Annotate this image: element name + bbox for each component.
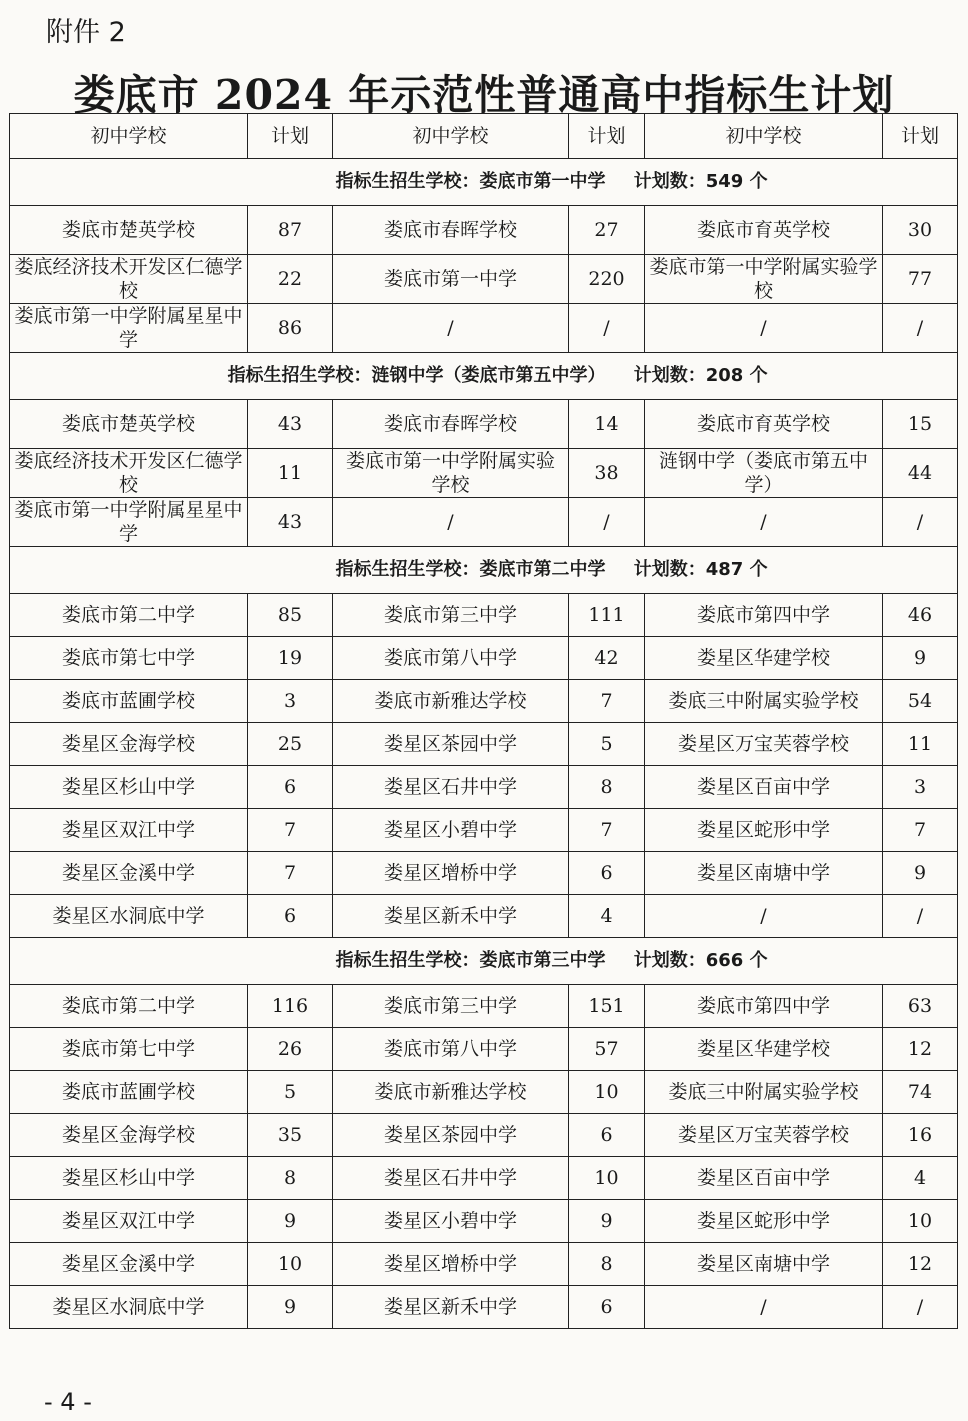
plan-count-cell: 26 (248, 1028, 333, 1071)
table-row (10, 1157, 958, 1200)
school-name-cell: 娄星区百亩中学 (645, 1157, 883, 1200)
school-name-cell: 娄星区水洞底中学 (10, 895, 248, 938)
school-name-cell: 娄星区蛇形中学 (645, 1200, 883, 1243)
school-name-cell: 娄底市第八中学 (333, 637, 569, 680)
school-name-cell: 娄底市第一中学附属星星中学 (10, 304, 248, 353)
section-header-row (10, 159, 958, 206)
school-name-cell: 娄底市第七中学 (10, 637, 248, 680)
column-header: 初中学校 (645, 114, 883, 159)
column-header: 计划 (248, 114, 333, 159)
plan-count-cell: 19 (248, 637, 333, 680)
school-name-cell: 娄底市第八中学 (333, 1028, 569, 1071)
table-row (10, 852, 958, 895)
plan-count-cell: 10 (569, 1157, 645, 1200)
section-header-row (10, 938, 958, 985)
school-name-cell: 娄底市第一中学 (333, 255, 569, 304)
school-name-cell: 娄底经济技术开发区仁德学校 (10, 255, 248, 304)
section-header (10, 159, 958, 206)
table-row (10, 1028, 958, 1071)
school-name-cell: 娄底市新雅达学校 (333, 1071, 569, 1114)
plan-count-cell: 38 (569, 449, 645, 498)
school-name-cell: 娄底市第二中学 (10, 985, 248, 1028)
document-title: 娄底市 2024 年示范性普通高中指标生计划 (73, 71, 895, 119)
plan-count-cell: 30 (883, 206, 958, 255)
section-header (10, 353, 958, 400)
plan-count-cell: 6 (569, 1286, 645, 1329)
plan-count-cell: 9 (883, 852, 958, 895)
section-plan-total: 计划数：666 个 (633, 950, 768, 971)
school-name-cell: 娄星区杉山中学 (10, 1157, 248, 1200)
school-name-cell: 娄星区华建学校 (645, 1028, 883, 1071)
plan-count-cell: 77 (883, 255, 958, 304)
attachment-label: 附件 2 (46, 17, 126, 48)
plan-count-cell: 9 (248, 1200, 333, 1243)
plan-count-cell: 22 (248, 255, 333, 304)
plan-count-cell: 44 (883, 449, 958, 498)
table-row (10, 809, 958, 852)
school-name-cell: 娄底市第三中学 (333, 985, 569, 1028)
school-name-cell: 娄底市第四中学 (645, 985, 883, 1028)
school-name-cell: 娄星区金海学校 (10, 1114, 248, 1157)
school-name-cell: 娄星区金溪中学 (10, 852, 248, 895)
plan-count-cell: 4 (883, 1157, 958, 1200)
plan-count-cell: 11 (248, 449, 333, 498)
plan-count-cell: 3 (248, 680, 333, 723)
plan-count-cell: 87 (248, 206, 333, 255)
table-row (10, 1243, 958, 1286)
plan-count-cell: 63 (883, 985, 958, 1028)
school-name-cell: 娄星区双江中学 (10, 809, 248, 852)
school-name-cell: 娄底市第一中学附属实验学校 (333, 449, 569, 498)
plan-count-cell: 116 (248, 985, 333, 1028)
plan-count-cell: 5 (248, 1071, 333, 1114)
plan-count-cell: 14 (569, 400, 645, 449)
school-name-cell: 娄底市楚英学校 (10, 206, 248, 255)
section-header (10, 938, 958, 985)
school-name-cell: / (645, 498, 883, 547)
school-name-cell: 娄底市第二中学 (10, 594, 248, 637)
plan-count-cell: 10 (569, 1071, 645, 1114)
plan-count-cell: 7 (569, 809, 645, 852)
column-header: 计划 (883, 114, 958, 159)
plan-count-cell: 111 (569, 594, 645, 637)
plan-count-cell: 85 (248, 594, 333, 637)
school-name-cell: 娄星区万宝芙蓉学校 (645, 723, 883, 766)
section-plan-total: 计划数：208 个 (633, 365, 768, 386)
plan-count-cell: 86 (248, 304, 333, 353)
table-row (10, 449, 958, 498)
table-row (10, 255, 958, 304)
table-row (10, 304, 958, 353)
table-row (10, 723, 958, 766)
section-school-label: 指标生招生学校：娄底市第一中学 (335, 171, 606, 192)
plan-count-cell: 6 (569, 1114, 645, 1157)
plan-count-cell: 151 (569, 985, 645, 1028)
school-name-cell: 娄星区蛇形中学 (645, 809, 883, 852)
school-name-cell: 娄星区茶园中学 (333, 723, 569, 766)
column-header: 初中学校 (10, 114, 248, 159)
header-row (10, 114, 958, 159)
table-row (10, 637, 958, 680)
section-header-row (10, 547, 958, 594)
school-name-cell: 娄底市第四中学 (645, 594, 883, 637)
school-name-cell: / (645, 895, 883, 938)
school-name-cell: / (333, 304, 569, 353)
table-row (10, 1286, 958, 1329)
plan-count-cell: 25 (248, 723, 333, 766)
school-name-cell: 娄星区南塘中学 (645, 1243, 883, 1286)
plan-count-cell: 46 (883, 594, 958, 637)
school-name-cell: 娄星区百亩中学 (645, 766, 883, 809)
school-name-cell: 娄底三中附属实验学校 (645, 1071, 883, 1114)
table-row (10, 680, 958, 723)
table-row (10, 1200, 958, 1243)
school-name-cell: 娄底三中附属实验学校 (645, 680, 883, 723)
page-number: - 4 - (44, 1388, 92, 1416)
school-name-cell: 娄星区水洞底中学 (10, 1286, 248, 1329)
school-name-cell: / (645, 304, 883, 353)
school-name-cell: 娄底市蓝圃学校 (10, 680, 248, 723)
school-name-cell: 娄星区增桥中学 (333, 852, 569, 895)
plan-count-cell: 8 (569, 766, 645, 809)
table-row (10, 594, 958, 637)
school-name-cell: 娄星区金溪中学 (10, 1243, 248, 1286)
school-name-cell: 娄星区增桥中学 (333, 1243, 569, 1286)
school-name-cell: 娄底市春晖学校 (333, 206, 569, 255)
section-header (10, 547, 958, 594)
school-name-cell: 娄星区南塘中学 (645, 852, 883, 895)
table-row (10, 400, 958, 449)
plan-count-cell: 3 (883, 766, 958, 809)
plan-count-cell: 9 (883, 637, 958, 680)
school-name-cell: 娄星区杉山中学 (10, 766, 248, 809)
school-name-cell: 娄底经济技术开发区仁德学校 (10, 449, 248, 498)
plan-count-cell: 27 (569, 206, 645, 255)
plan-count-cell: 43 (248, 400, 333, 449)
section-plan-total: 计划数：549 个 (633, 171, 768, 192)
school-name-cell: 娄星区华建学校 (645, 637, 883, 680)
school-name-cell: 娄星区金海学校 (10, 723, 248, 766)
section-header-row (10, 353, 958, 400)
school-name-cell: 娄底市新雅达学校 (333, 680, 569, 723)
plan-count-cell: / (883, 498, 958, 547)
plan-table (9, 113, 958, 1329)
plan-count-cell: 6 (248, 895, 333, 938)
school-name-cell: 娄底市第一中学附属实验学校 (645, 255, 883, 304)
school-name-cell: / (333, 498, 569, 547)
table-row (10, 1114, 958, 1157)
plan-count-cell: 7 (883, 809, 958, 852)
plan-count-cell: 8 (569, 1243, 645, 1286)
school-name-cell: 娄底市育英学校 (645, 400, 883, 449)
table-row (10, 206, 958, 255)
plan-count-cell: 11 (883, 723, 958, 766)
school-name-cell: 娄星区万宝芙蓉学校 (645, 1114, 883, 1157)
plan-count-cell: 8 (248, 1157, 333, 1200)
school-name-cell: 娄星区石井中学 (333, 766, 569, 809)
plan-count-cell: / (883, 895, 958, 938)
plan-count-cell: 35 (248, 1114, 333, 1157)
table-row (10, 895, 958, 938)
school-name-cell: 娄星区石井中学 (333, 1157, 569, 1200)
plan-count-cell: 57 (569, 1028, 645, 1071)
school-name-cell: 娄底市第三中学 (333, 594, 569, 637)
plan-count-cell: 54 (883, 680, 958, 723)
plan-count-cell: 15 (883, 400, 958, 449)
plan-count-cell: / (883, 1286, 958, 1329)
section-school-label: 指标生招生学校：涟钢中学（娄底市第五中学） (227, 365, 606, 386)
school-name-cell: 娄底市第一中学附属星星中学 (10, 498, 248, 547)
table-row (10, 1071, 958, 1114)
plan-count-cell: 6 (248, 766, 333, 809)
school-name-cell: 娄星区小碧中学 (333, 1200, 569, 1243)
plan-count-cell: 10 (248, 1243, 333, 1286)
plan-count-cell: / (569, 304, 645, 353)
plan-count-cell: 5 (569, 723, 645, 766)
plan-count-cell: 10 (883, 1200, 958, 1243)
table-row (10, 498, 958, 547)
section-plan-total: 计划数：487 个 (633, 559, 768, 580)
plan-count-cell: 12 (883, 1243, 958, 1286)
plan-count-cell: 7 (248, 852, 333, 895)
plan-count-cell: 43 (248, 498, 333, 547)
school-name-cell: 娄星区新禾中学 (333, 1286, 569, 1329)
plan-count-cell: / (883, 304, 958, 353)
plan-count-cell: 220 (569, 255, 645, 304)
column-header: 初中学校 (333, 114, 569, 159)
section-school-label: 指标生招生学校：娄底市第三中学 (335, 950, 606, 971)
school-name-cell: 娄底市第七中学 (10, 1028, 248, 1071)
school-name-cell: 娄底市蓝圃学校 (10, 1071, 248, 1114)
plan-count-cell: 7 (569, 680, 645, 723)
plan-count-cell: 12 (883, 1028, 958, 1071)
school-name-cell: 娄星区小碧中学 (333, 809, 569, 852)
plan-count-cell: 6 (569, 852, 645, 895)
plan-count-cell: 42 (569, 637, 645, 680)
column-header: 计划 (569, 114, 645, 159)
plan-count-cell: 16 (883, 1114, 958, 1157)
school-name-cell: 娄底市春晖学校 (333, 400, 569, 449)
school-name-cell: 娄星区茶园中学 (333, 1114, 569, 1157)
school-name-cell: 娄星区双江中学 (10, 1200, 248, 1243)
plan-count-cell: 9 (569, 1200, 645, 1243)
plan-count-cell: 74 (883, 1071, 958, 1114)
school-name-cell: / (645, 1286, 883, 1329)
plan-count-cell: 9 (248, 1286, 333, 1329)
table-row (10, 985, 958, 1028)
plan-count-cell: / (569, 498, 645, 547)
plan-count-cell: 4 (569, 895, 645, 938)
table-row (10, 766, 958, 809)
school-name-cell: 涟钢中学（娄底市第五中学） (645, 449, 883, 498)
school-name-cell: 娄星区新禾中学 (333, 895, 569, 938)
section-school-label: 指标生招生学校：娄底市第二中学 (335, 559, 606, 580)
plan-count-cell: 7 (248, 809, 333, 852)
school-name-cell: 娄底市楚英学校 (10, 400, 248, 449)
school-name-cell: 娄底市育英学校 (645, 206, 883, 255)
